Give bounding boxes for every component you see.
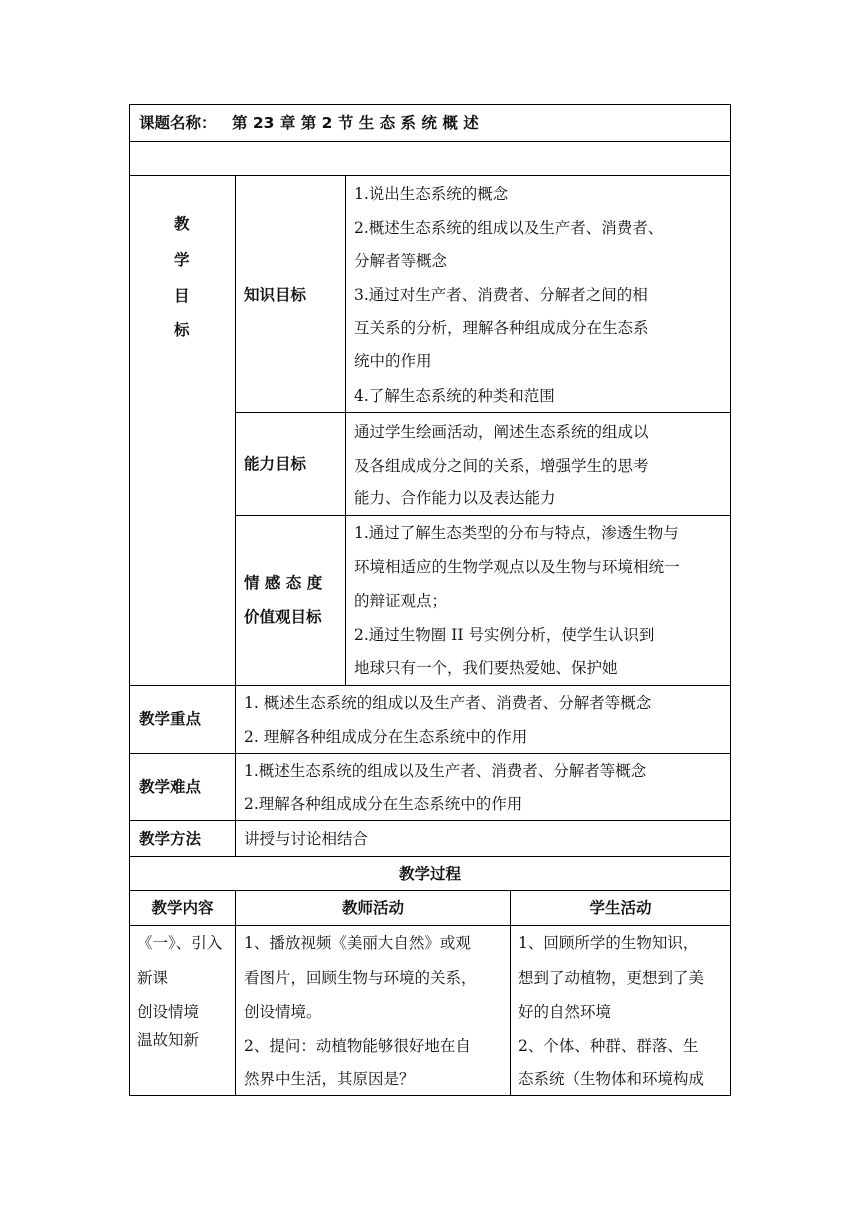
ability-line: 能力、合作能力以及表达能力 — [354, 489, 556, 507]
content-line: 温故知新 — [137, 1031, 200, 1049]
process-header-student: 学生活动 — [589, 899, 652, 917]
ability-line: 通过学生绘画活动，阐述生态系统的组成以 — [354, 423, 649, 441]
ability-line: 及各组成成分之间的关系，增强学生的思考 — [354, 457, 649, 475]
objectives-label-char-4: 标 — [174, 321, 190, 339]
content-line: 创设情境 — [137, 1003, 200, 1021]
teacher-line: 2、提问：动植物能够很好地在自 — [244, 1037, 471, 1055]
student-line: 1、回顾所学的生物知识， — [518, 934, 699, 952]
knowledge-line: 分解者等概念 — [354, 252, 448, 270]
method-value: 讲授与讨论相结合 — [244, 830, 369, 848]
objectives-label-char-2: 学 — [174, 251, 190, 269]
process-header-content: 教学内容 — [151, 899, 214, 917]
method-label: 教学方法 — [139, 830, 202, 848]
knowledge-line: 统中的作用 — [354, 352, 432, 370]
emotion-line: 1.通过了解生态类型的分布与特点，渗透生物与 — [354, 524, 679, 542]
emotion-line: 地球只有一个，我们要热爱她、保护她 — [354, 659, 618, 677]
key-point-line: 2. 理解各种组成成分在生态系统中的作用 — [244, 728, 528, 746]
student-line: 想到了动植物，更想到了美 — [518, 969, 705, 987]
knowledge-line: 3.通过对生产者、消费者、分解者之间的相 — [354, 286, 648, 304]
knowledge-line: 2.概述生态系统的组成以及生产者、消费者、 — [354, 219, 664, 237]
difficulty-line: 1.概述生态系统的组成以及生产者、消费者、分解者等概念 — [244, 762, 647, 780]
student-line: 2、个体、种群、群落、生 — [518, 1037, 699, 1055]
student-line: 好的自然环境 — [518, 1003, 612, 1021]
knowledge-line: 4.了解生态系统的种类和范围 — [354, 387, 555, 405]
emotion-line: 环境相适应的生物学观点以及生物与环境相统一 — [354, 558, 680, 576]
knowledge-line: 1.说出生态系统的概念 — [354, 185, 509, 203]
objectives-label-char-1: 教 — [174, 215, 190, 233]
emotion-objective-label-line2: 价值观目标 — [244, 608, 322, 626]
teacher-line: 然界中生活，其原因是？ — [244, 1070, 415, 1088]
process-title: 教学过程 — [398, 865, 461, 883]
ability-objective-label: 能力目标 — [244, 455, 307, 473]
key-point-line: 1. 概述生态系统的组成以及生产者、消费者、分解者等概念 — [244, 694, 652, 712]
teacher-line: 1、播放视频《美丽大自然》或观 — [244, 934, 471, 952]
process-header-teacher: 教师活动 — [341, 899, 404, 917]
difficulty-line: 2.理解各种组成成分在生态系统中的作用 — [244, 795, 523, 813]
objectives-label-char-3: 目 — [174, 287, 190, 305]
content-line: 新课 — [137, 969, 169, 987]
knowledge-objective-label: 知识目标 — [244, 286, 307, 304]
knowledge-line: 互关系的分析，理解各种组成成分在生态系 — [354, 319, 649, 337]
teacher-line: 创设情境。 — [244, 1003, 322, 1021]
header-label: 课题名称： — [139, 114, 217, 132]
emotion-objective-label-line1: 情 感 态 度 — [244, 574, 323, 592]
teacher-line: 看图片，回顾生物与环境的关系， — [244, 969, 477, 987]
lesson-title: 第 23 章 第 2 节 生 态 系 统 概 述 — [232, 114, 479, 132]
key-points-label: 教学重点 — [139, 710, 202, 728]
emotion-line: 的辩证观点； — [354, 592, 448, 610]
emotion-line: 2.通过生物圈 II 号实例分析，使学生认识到 — [354, 626, 655, 644]
student-line: 态系统（生物体和环境构成 — [518, 1070, 705, 1088]
difficulties-label: 教学难点 — [139, 778, 202, 796]
content-line: 《一》、引入 — [137, 934, 223, 952]
